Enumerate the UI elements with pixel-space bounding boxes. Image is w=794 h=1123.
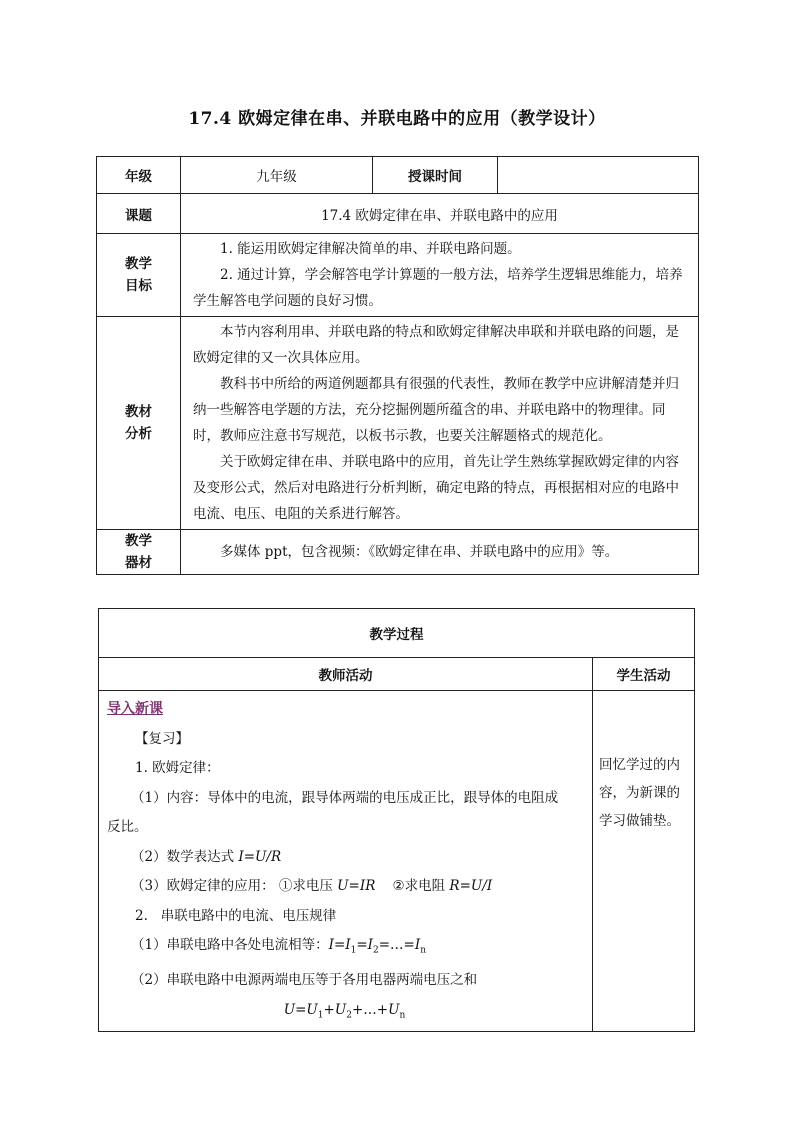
goals-content [181,234,699,317]
analysis-paragraph: 关于欧姆定律在串、并联电路中的应用，首先让学生熟练掌握欧姆定律的内容及变形公式，然后对电路进行分析判断，确定电路的特点，再根据相对应的电路中电流、电压、电阻的关系进行解答。 [193,454,679,522]
analysis-paragraph: 本节内容利用串、并联电路的特点和欧姆定律解决串联和并联电路的问题，是欧姆定律的又一次具体应用。 [193,324,679,366]
series-voltage-line: （2）串联电路中电源两端电压等于各用电器两端电压之和 [131,972,478,989]
series-current-line: （1）串联电路中各处电流相等：$I=I_1=I_2=\dots=I_n$ [131,937,426,956]
analysis-content [181,317,699,530]
teacher-activity-cell [99,691,593,1032]
class-time-label: 授课时间 [373,157,498,194]
class-time-value [498,157,699,194]
student-activity-cell: 回忆学过的内容，为新课的学习做铺垫。 [593,691,695,1032]
analysis-paragraph: 教科书中所给的两道例题都具有很强的代表性，教师在教学中应讲解清楚并归纳一些解答电学题的方法，充分挖掘例题所蕴含的串、并联电路中的物理律。同时，教师应注意书写规范，以板书示教，也要关注解题格式的规范化。 [193,376,679,444]
process-title: 教学过程 [99,609,695,658]
formula: I=U/R [238,848,282,865]
goal-item: 2. 通过计算，学会解答电学计算题的一般方法，培养学生逻辑思维能力，培养学生解答电学问题的良好习惯。 [193,267,683,309]
goal-item: 1. 能运用欧姆定律解决简单的串、并联电路问题。 [220,241,521,257]
grade-label: 年级 [97,157,181,194]
materials-content: 多媒体 ppt，包含视频：《欧姆定律在串、并联电路中的应用》等。 [181,530,699,575]
review-heading: 【复习】 [135,730,189,747]
teacher-activity-header: 教师活动 [99,658,593,691]
formula-line: （2）数学表达式 I=U/R [131,848,282,865]
student-activity-header: 学生活动 [593,658,695,691]
topic-value: 17.4 欧姆定律在串、并联电路中的应用 [181,194,699,234]
content-line-1: （1）内容：导体中的电流，跟导体两端的电压成正比，跟导体的电阻成 [131,789,559,806]
grade-value: 九年级 [181,157,373,194]
series-voltage-formula: $U=U_1+U_2+\dots+U_n$ [283,1001,406,1021]
content-line-2: 反比。 [107,819,148,835]
topic-label: 课题 [97,194,181,234]
analysis-label: 教材 分析 [97,317,181,530]
teaching-process-table [98,608,695,1032]
lesson-info-table [96,156,699,575]
goals-label: 教学 目标 [97,234,181,317]
application-line: （3）欧姆定律的应用： ①求电压 U=IR ②求电阻 R=U/I [131,878,493,894]
materials-label: 教学 器材 [97,530,181,575]
section-heading-link[interactable]: 导入新课 [107,701,163,717]
series-rule-heading: 2. 串联电路中的电流、电压规律 [135,907,337,924]
ohm-law-heading: 1. 欧姆定律： [135,760,220,776]
document-title: 17.4 欧姆定律在串、并联电路中的应用（教学设计） [188,109,606,129]
